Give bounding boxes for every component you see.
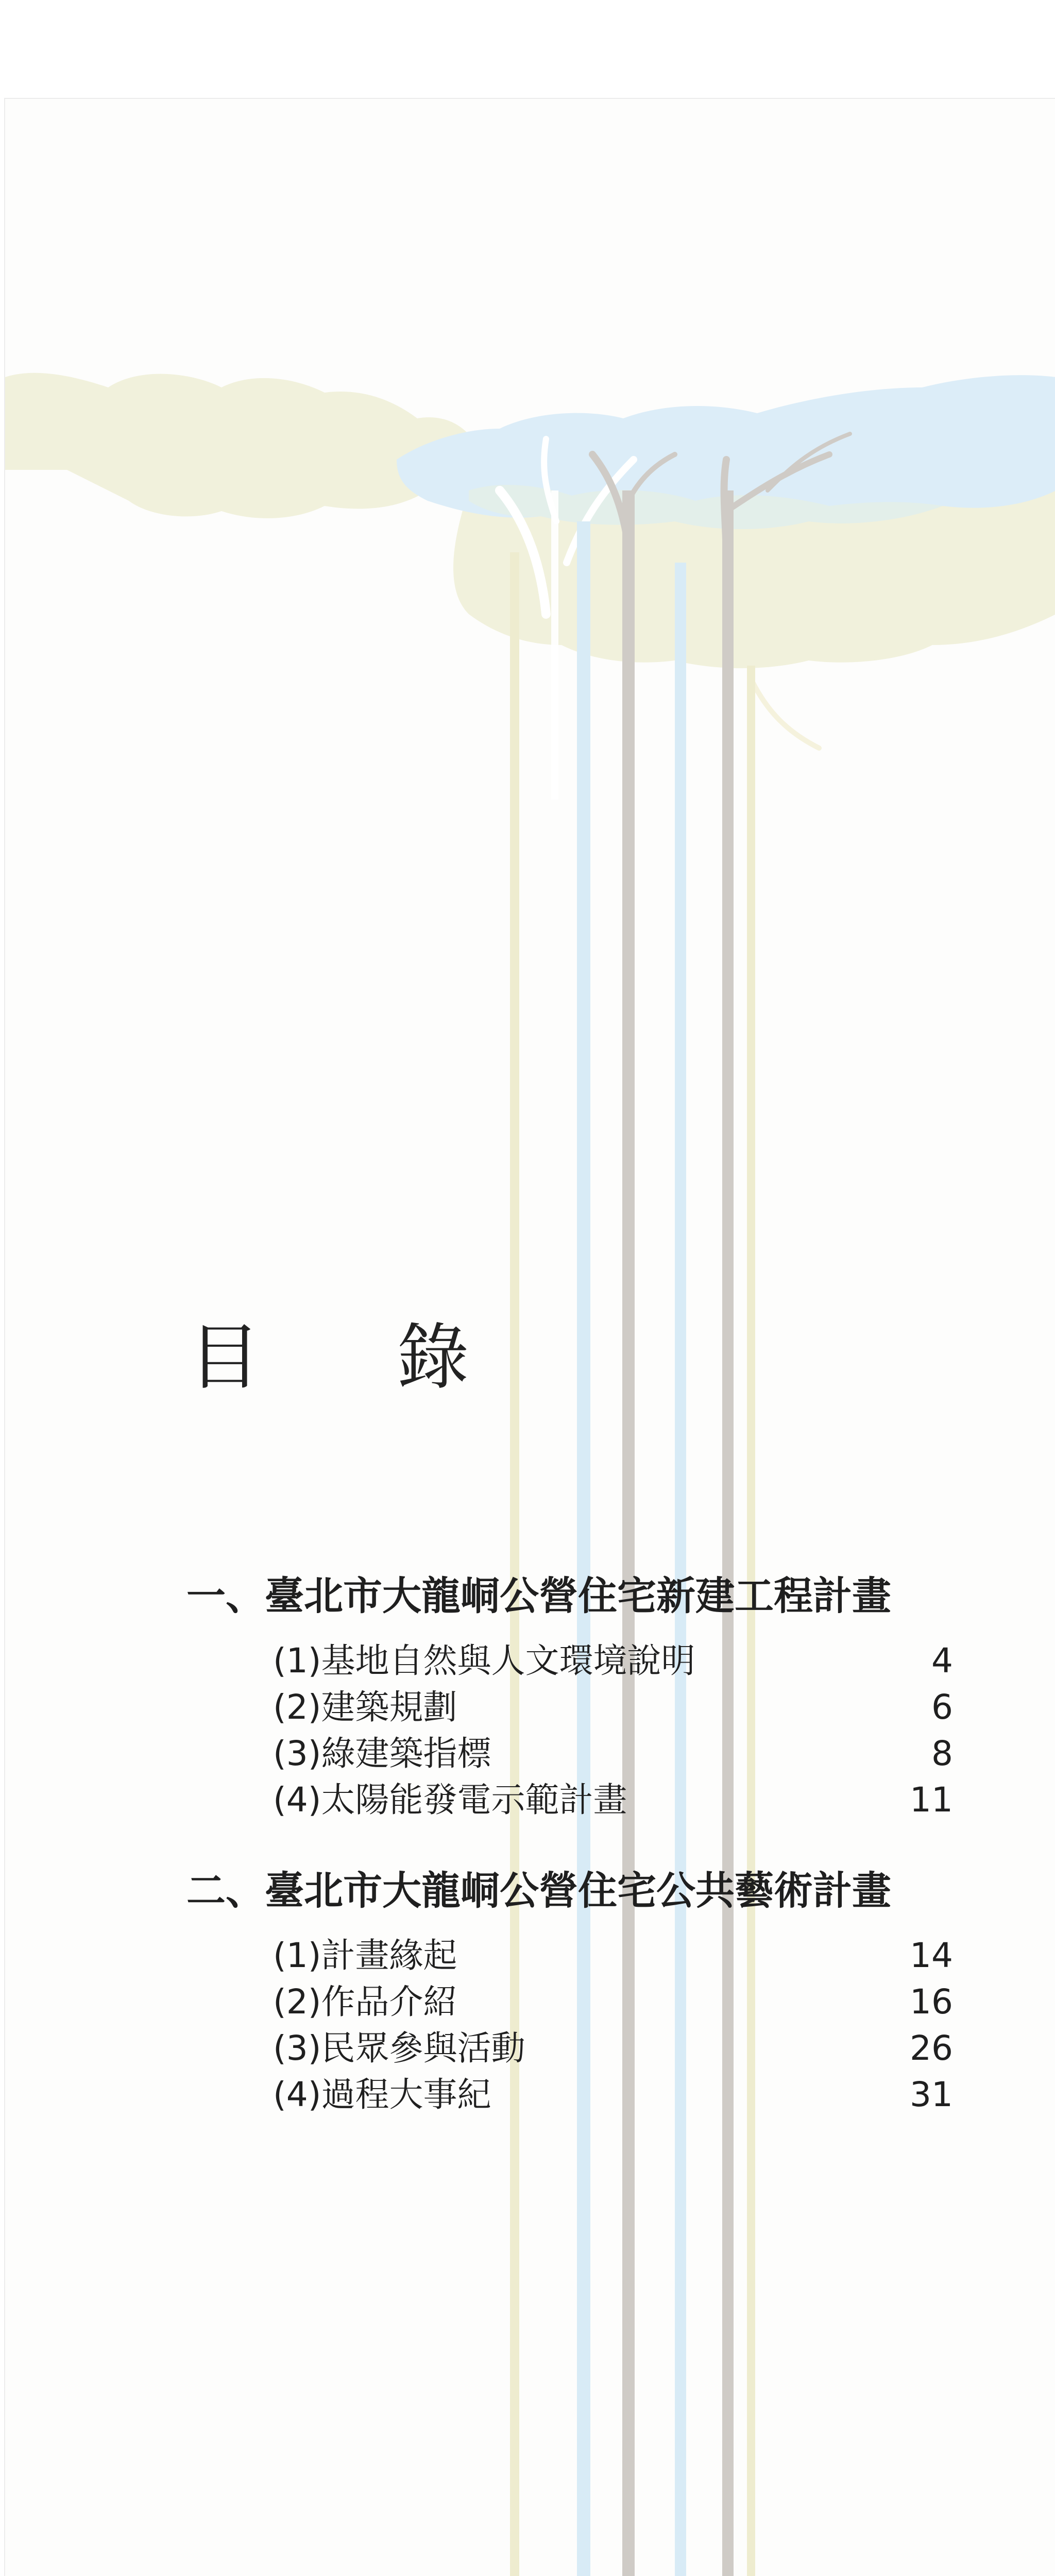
trunk-gray-2 (722, 490, 734, 2576)
trunk-gray-1 (622, 490, 635, 2576)
trunk-white-1 (551, 490, 558, 800)
section-entries (273, 1933, 953, 2118)
entry-page-number: 4 (931, 1641, 953, 1681)
entry-label: (4)太陽能發電示範計畫 (273, 1780, 627, 1820)
entry-label: (2)作品介紹 (273, 1982, 457, 2022)
entry-label: (3)綠建築指標 (273, 1734, 491, 1774)
toc-title: 目 錄 (189, 1316, 526, 1400)
entry-label: (2)建築規劃 (273, 1687, 457, 1727)
trunk-blue-1 (577, 521, 590, 2576)
entry-page-number: 16 (910, 1982, 953, 2022)
entry-page-number: 31 (910, 2075, 953, 2115)
section-entries (273, 1638, 953, 1823)
tree-illustration (5, 99, 1055, 2576)
entry-page-number: 8 (931, 1734, 953, 1774)
canopy-yellow-left (5, 373, 479, 518)
entry-page-number: 14 (910, 1936, 953, 1976)
toc-entry[interactable] (273, 1933, 953, 1979)
trunk-yellow-1 (510, 552, 519, 2576)
entry-page-number: 26 (910, 2028, 953, 2069)
toc-entry[interactable] (273, 1731, 953, 1777)
section-heading: 一、臺北市大龍峒公營住宅新建工程計畫 (186, 1573, 891, 1619)
entry-label: (3)民眾參與活動 (273, 2028, 525, 2069)
entry-page-number: 11 (910, 1780, 953, 1820)
toc-entry[interactable] (273, 1684, 953, 1731)
entry-page-number: 6 (931, 1687, 953, 1727)
entry-label: (4)過程大事紀 (273, 2075, 491, 2115)
toc-entry[interactable] (273, 1777, 953, 1823)
trunk-blue-2 (675, 563, 686, 2576)
toc-section-2 (186, 1867, 959, 2118)
entry-label: (1)基地自然與人文環境說明 (273, 1641, 695, 1681)
toc-entry[interactable] (273, 1979, 953, 2025)
toc-section-1 (186, 1572, 959, 1823)
document-page (4, 98, 1055, 2576)
entry-label: (1)計畫緣起 (273, 1936, 457, 1976)
toc-entry[interactable] (273, 1638, 953, 1684)
toc-entry[interactable] (273, 2072, 953, 2118)
section-heading: 二、臺北市大龍峒公營住宅公共藝術計畫 (186, 1868, 891, 1913)
toc-entry[interactable] (273, 2025, 953, 2072)
